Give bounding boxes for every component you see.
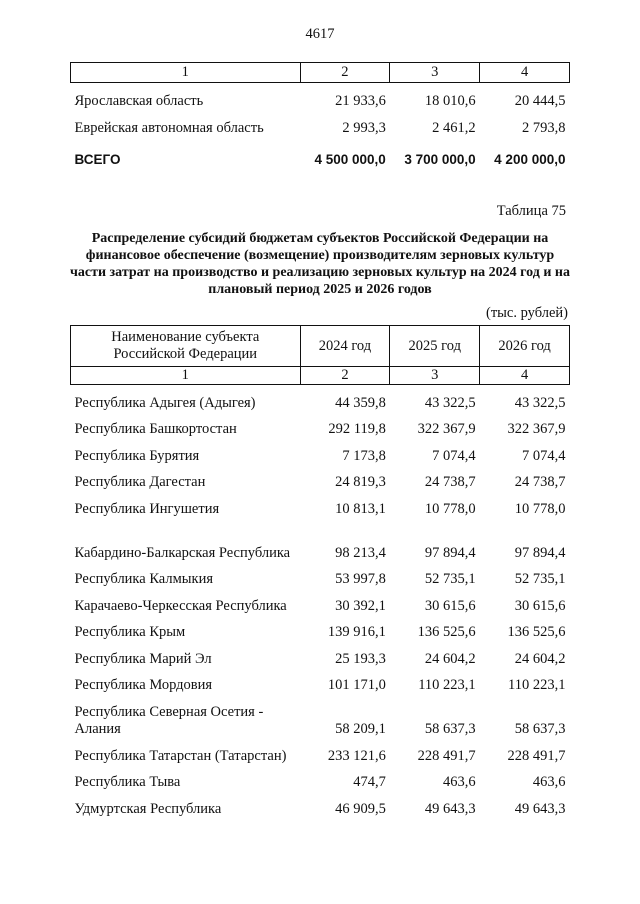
value-2026: 58 637,3	[514, 721, 566, 737]
column-number: 2	[300, 63, 390, 83]
column-number: 3	[390, 63, 480, 83]
column-number: 3	[390, 367, 480, 385]
value-2025: 58 637,3	[424, 721, 476, 737]
value-2025: 30 615,6	[424, 597, 476, 614]
value-2026: 2 793,8	[522, 120, 566, 136]
region-name: Республика Калмыкия	[74, 571, 213, 587]
value-2024: 30 392,1	[335, 597, 386, 614]
table-row	[71, 465, 570, 492]
value-2026: 322 367,9	[507, 421, 566, 437]
value-2024: 101 171,0	[327, 677, 386, 693]
value-2024: 53 997,8	[335, 571, 386, 587]
value-2025: 24 738,7	[424, 474, 476, 490]
table-row	[71, 110, 570, 137]
column-number: 2	[300, 367, 390, 385]
value-2024: 46 909,5	[335, 800, 386, 817]
value-2026: 136 525,6	[507, 624, 566, 640]
value-2024: 10 813,1	[335, 500, 386, 517]
table-title: Распределение субсидий бюджетам субъектов Российской Федерации на финансовое обеспечение (возмещение) производителям зерновых культур части затрат на производство и реализацию зерновых культур на 2024 год и на плановый период 2025 и 2026 годов	[70, 231, 570, 297]
value-2024: 292 119,8	[328, 421, 386, 437]
header-2026: 2026 год	[480, 326, 570, 367]
value-2025: 43 322,5	[424, 394, 476, 411]
region-name: Республика Башкортостан	[74, 421, 237, 437]
value-2026: 97 894,4	[514, 544, 566, 561]
value-2025: 110 223,1	[418, 677, 476, 693]
table-label: Таблица 75	[496, 203, 566, 219]
value-2025: 18 010,6	[424, 93, 476, 109]
page-number: 4617	[305, 26, 335, 42]
value-2025: 2 461,2	[432, 120, 476, 136]
region-name: Республика Крым	[74, 624, 186, 640]
total-2024: 4 500 000,0	[314, 152, 386, 167]
region-name: Республика Бурятия	[74, 447, 200, 464]
value-2024: 98 213,4	[335, 544, 386, 561]
value-2024: 139 916,1	[327, 624, 386, 640]
table-row	[71, 791, 570, 818]
column-number-row	[71, 63, 570, 83]
value-2026: 43 322,5	[514, 394, 566, 411]
table-row	[71, 738, 570, 765]
region-name: Еврейская автономная область	[74, 120, 264, 136]
region-name: Ярославская область	[74, 93, 204, 109]
region-name: Удмуртская Республика	[74, 800, 222, 817]
table-row	[71, 694, 570, 738]
region-name: Кабардино-Балкарская Республика	[74, 544, 291, 561]
table-row	[71, 83, 570, 111]
table-row	[71, 438, 570, 465]
column-number: 4	[480, 367, 570, 385]
table-row	[71, 412, 570, 439]
value-2025: 52 735,1	[424, 571, 476, 587]
value-2025: 136 525,6	[417, 624, 476, 640]
region-name: Республика Ингушетия	[74, 500, 220, 517]
column-number: 1	[71, 367, 301, 385]
column-number: 4	[480, 63, 570, 83]
value-2026: 24 604,2	[514, 650, 566, 667]
region-name: Республика Тыва	[74, 774, 181, 790]
value-2024: 233 121,6	[327, 747, 386, 764]
table-row	[71, 668, 570, 695]
table-row	[71, 518, 570, 562]
region-name: Республика Марий Эл	[74, 650, 212, 667]
value-2026: 49 643,3	[514, 800, 566, 817]
value-2026: 7 074,4	[522, 447, 566, 464]
table-row	[71, 491, 570, 518]
total-label: ВСЕГО	[74, 152, 121, 167]
table-row	[71, 641, 570, 668]
total-row	[71, 137, 570, 167]
value-2025: 7 074,4	[432, 447, 476, 464]
value-2026: 30 615,6	[514, 597, 566, 614]
unit-label: (тыс. рублей)	[486, 305, 568, 321]
header-row	[71, 326, 570, 367]
value-2024: 21 933,6	[335, 93, 386, 109]
value-2026: 24 738,7	[514, 474, 566, 490]
value-2026: 463,6	[532, 774, 566, 790]
value-2025: 10 778,0	[424, 500, 476, 517]
subsidy-table	[70, 325, 570, 818]
region-name: Карачаево-Черкесская Республика	[74, 597, 287, 614]
value-2026: 228 491,7	[507, 747, 566, 764]
value-2024: 7 173,8	[342, 447, 386, 464]
value-2025: 463,6	[443, 774, 476, 790]
header-region: Наименование субъекта Российской Федерации	[71, 326, 301, 367]
value-2025: 322 367,9	[417, 421, 476, 437]
region-name: Республика Адыгея (Адыгея)	[74, 394, 256, 411]
total-2026: 4 200 000,0	[494, 152, 566, 167]
table-row	[71, 615, 570, 642]
table-row	[71, 385, 570, 412]
value-2025: 97 894,4	[424, 544, 476, 561]
table-row	[71, 588, 570, 615]
header-2025: 2025 год	[390, 326, 480, 367]
total-2025: 3 700 000,0	[404, 152, 476, 167]
table-row	[71, 765, 570, 792]
region-name: Республика Дагестан	[74, 474, 206, 490]
region-name: Республика Северная Осетия - Алания	[74, 704, 264, 737]
header-2024: 2024 год	[300, 326, 390, 367]
value-2024: 474,7	[353, 774, 386, 790]
value-2024: 2 993,3	[342, 120, 386, 136]
column-number-row	[71, 367, 570, 385]
value-2024: 58 209,1	[335, 721, 386, 737]
value-2024: 25 193,3	[335, 650, 386, 667]
value-2024: 24 819,3	[335, 474, 386, 490]
column-number: 1	[71, 63, 301, 83]
value-2026: 110 223,1	[508, 677, 566, 693]
value-2025: 24 604,2	[424, 650, 476, 667]
value-2026: 52 735,1	[514, 571, 566, 587]
region-name: Республика Мордовия	[74, 677, 213, 693]
value-2025: 49 643,3	[424, 800, 476, 817]
region-name: Республика Татарстан (Татарстан)	[74, 747, 287, 764]
value-2025: 228 491,7	[417, 747, 476, 764]
continued-table	[70, 62, 570, 167]
value-2026: 20 444,5	[514, 93, 566, 109]
value-2026: 10 778,0	[514, 500, 566, 517]
value-2024: 44 359,8	[335, 394, 386, 411]
table-row	[71, 562, 570, 589]
